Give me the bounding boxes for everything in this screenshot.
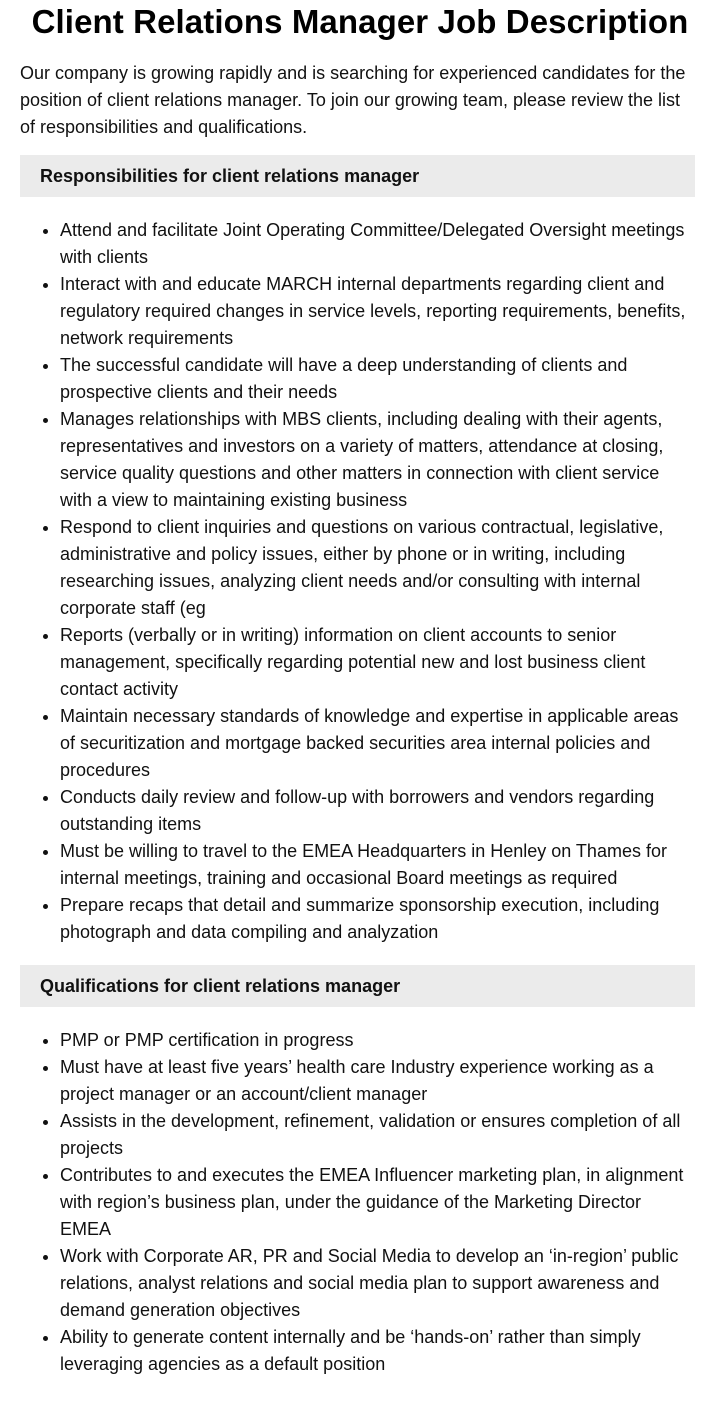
list-item: • Ability to generate content internally and be ‘hands-on’ rather than simply leveraging agencies as a default position xyxy=(60,1324,695,1378)
list-item: • Contributes to and executes the EMEA Influencer marketing plan, in alignment with region’s business plan, under the guidance of the Marketing Director EMEA xyxy=(60,1162,695,1243)
list-item: • Respond to client inquiries and questions on various contractual, legislative, administrative and policy issues, either by phone or in writing, including researching issues, analyzing client needs and/or consulting with internal corporate staff (eg xyxy=(60,514,695,622)
list-item: • Interact with and educate MARCH internal departments regarding client and regulatory required changes in service levels, reporting requirements, benefits, network requirements xyxy=(60,271,695,352)
list-item: • PMP or PMP certification in progress xyxy=(60,1027,695,1054)
list-item: • Assists in the development, refinement, validation or ensures completion of all projects xyxy=(60,1108,695,1162)
list-item: • Conducts daily review and follow-up with borrowers and vendors regarding outstanding items xyxy=(60,784,695,838)
list-item: • Maintain necessary standards of knowledge and expertise in applicable areas of securitization and mortgage backed securities area internal policies and procedures xyxy=(60,703,695,784)
intro-paragraph: Our company is growing rapidly and is searching for experienced candidates for the position of client relations manager. To join our growing team, please review the list of responsibilities and qualifications. xyxy=(20,63,686,137)
list-item: • The successful candidate will have a deep understanding of clients and prospective clients and their needs xyxy=(60,352,695,406)
list-item: • Prepare recaps that detail and summarize sponsorship execution, including photograph and data compiling and analyzation xyxy=(60,892,695,946)
list-item: • Work with Corporate AR, PR and Social Media to develop an ‘in-region’ public relations, analyst relations and social media plan to support awareness and demand generation objectives xyxy=(60,1243,695,1324)
responsibilities-list xyxy=(20,217,695,946)
qualifications-heading: Qualifications for client relations manager xyxy=(20,965,695,1007)
qualifications-list xyxy=(20,1027,695,1378)
list-item: • Manages relationships with MBS clients, including dealing with their agents, representatives and investors on a variety of matters, attendance at closing, service quality questions and other matters in connection with client service with a view to maintaining existing business xyxy=(60,406,695,514)
list-item: • Attend and facilitate Joint Operating Committee/Delegated Oversight meetings with clients xyxy=(60,217,695,271)
page-title: Client Relations Manager Job Description xyxy=(31,3,689,40)
list-item: • Must have at least five years’ health care Industry experience working as a project manager or an account/client manager xyxy=(60,1054,695,1108)
list-item: • Reports (verbally or in writing) information on client accounts to senior management, specifically regarding potential new and lost business client contact activity xyxy=(60,622,695,703)
responsibilities-heading: Responsibilities for client relations manager xyxy=(20,155,695,197)
list-item: • Must be willing to travel to the EMEA Headquarters in Henley on Thames for internal meetings, training and occasional Board meetings as required xyxy=(60,838,695,892)
